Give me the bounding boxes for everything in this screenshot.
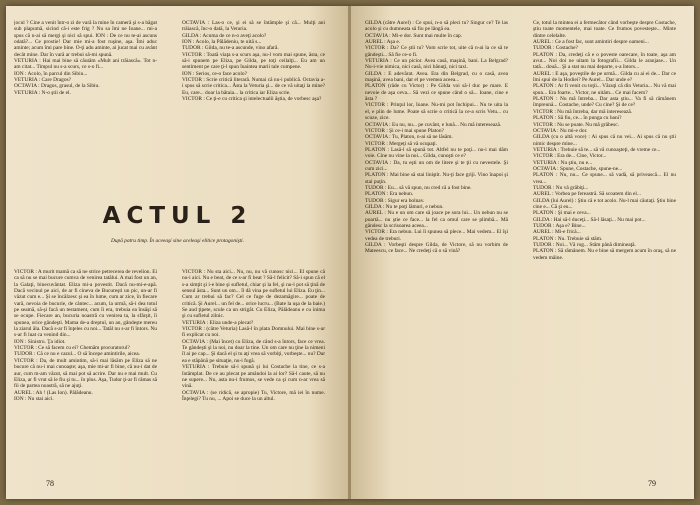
left-bottom-column-1: VICTOR : A murit mamă ca să ne strice petrecerea de revelion. Ei ca să nu se mai bucure cumva de venirea tatălui. A mai fost un an, la Galaţi, binecuvântat. Eliza mi-a povestit. Dacă nu-mi-e-apă. Dacă vecinul pe aici, de ar fi cineva de Bucureşti un pic, un-ar fi văzut cum e... Și se încălzesc şi ea în lume, cum ar zice, în fiecare vară, nevoia de bucurie, de cântec... acum, la urmă, să-i dea totul pe seamă, să-şi facă un testament, cum îi era, trebuia ea însăşi să se ocupe. Fiecare an, bucuria noastră cu venirea ta, la sfârşit, îi spunea, orice gândeşti. Mama de-a dreptul, un an, gândeşte mereu la ziarul ăla. Dacă s-ar fi înţeles cu noi... Tatăl nu s-ar fi întors. Nu s-ar fi luat ca venind din... ION : Sinistru. Ţa idiot. VICTOR : Ce să facem cu ei? Chemăm procuratorul? TUDOR : Că ce nu e cazul... O să începe amintirile, aicea. VICTOR : Da, de mult amintim, să-i mai lăsăm pe Eliza să ne bucure că nu-i mai cunoaşte; aşa, mie mi-ar fi bine, că nu-i dat de aur, cum m-am văzut, să mai pot să acrire. Dar nu e mai mult. Cu Eliza, ar fi vrut să le fiu şi tu... în plus. Aşa, Tudor ţi-ar fi rămas să fii de partea noastră, să ne ajuţi. AUREL : Ah ! (Las Ion). Pălădeanu. ION : Nu stai aici. (14, 269, 157, 402)
open-book (6, 6, 694, 499)
right-page (351, 6, 694, 499)
left-top-column-1: jocul ? Cine a venit într-o zi de vară la mine în cameră şi s-a băgat sub plapumă, sicind că-i este frig ? Nu sa îmi ne Ioane... mi-a spus că n-ai să mergi şi nici să spui. ION : De ce nu te-ai ascuns odată?... Ce prostie! Dar mie mi-a fost ruşine, aşa. Îmi aduc aminte; acum îmi pare bine. O-ţi adu aminte, ai jucat mai cu avânt decât mine. Dar în vară ar trebui să-mi spună. VETURIA : Hai mai bine să căutăm «Mult ani trăiască». Tot n-am citat... Timpul nu s-a scurs, ce s-o fi... ION : Acolo, în parcul din Sibiu... VETURIA : Care Dragos? OCTAVIA : Dragos, grasul, de la Sibiu. VETURIA : N-o ştii de el. (14, 20, 157, 96)
page-number-right: 79 (648, 479, 656, 488)
right-column-1: GILDA (către Aurel) : Ce spui, n-o să pleci tu? Singur ce? Te las acolo şi cu dumneata să fiu pe lângă ea. OCTAVIA : Mi-e dor. Sunt mai multe în cap. AUREL : Aşa e. VICTOR : Da? Ce ştii tu? Vom scrie tot, uite că n-ai la ce să te gândeşti... Să fie ce-o fi. VETURIA : Ce un picior. Avea casă, maşină, bani. La Belgrad? Nu-i-vie nimica, nici casă, nici bănuţi, nici taxi. GILDA : E adevărat. Avea. Era din Belgrad, cu o casă, avea maşină, avea bani, dar el pe vremea aceea... PLATON (râde cu Victor) : Pe Gilda voi să-l duc pe mare. E nevoie de aşa ceva... Să vezi ce spune când o să... Ioane, cine e ăsta ? VICTOR : Prinţul lor, Ioane. Nu-mi pot închipui... Nu te uita la el, e plin de lume. Poate să scrie o critică la ce-a scris Vetu... cu scuze, zice. OCTAVIA : Eu nu, nu... pe cuvânt, e lună... Nu mă interesează. VICTOR : Şi ce-i mai spune Platon? OCTAVIA : Tu, Platon, n-ai să ne lăsăm. VICTOR : Mergeţi să vă ocupaţi. PLATON : Lasă-l să spună tot. Altfel nu te poţi... nu-i mai dăm voie. Cine nu vine la noi... Gilda, cunoşti ce e? OCTAVIA : Da, tu eşti un om de litere şi te ţii cu nevestele. Şi cum zici... PLATON : Mai bine să stai liniştit. Nu-ţi face griji. Vino înapoi şi stai puţin. TUDOR : Eu... să vă spun, nu cred că a fost bine. PLATON : Era nebun. TUDOR : Sigur era bolnav. GILDA : Nu te poţi lămuri, e nebun. AUREL : Nu e un om care să joace pe sora lui... Un nebun nu se poartă... nu ştie ce face... la fel ca omul care se plimbă... Mă gândesc la scrisoarea aceea... VICTOR : Era nebun. Lui îi spunea să plece... Mai vedem... El îşi vedea de treburi. GILDA : Vorbeşti despre Gilda, de Victore, să nu vorbim de Mateescu, ce face... Ne credeţi că o să vină? (365, 20, 508, 255)
right-column-2: Ce, totul la mintea ei a fermecător când vorbeşte despre Costache, ştiu toate momentele, mai toate. Ce frumos povesteşte... Minte dintre celelalte. AUREL : Ce a fost fac, sunt amintiri despre oameni... TUDOR : Costache? PLATON : Da, credeţi că e o poveste oarecare, în toate, aşa am avut... Noi doi ne uitam la fotografii... Gilda le aranjase... Un tată... două... Şi a stat nu mai departe, s-a întors... AUREL : E aşa, poveştile de pe urmă... Gilda cu ai ei de... Dar ce îmi spui de la Hodiei? Pe Aurel... Dar unde e? PLATON : Ar fi venit cu toţii... Văzuţi că din Veturia... Nu vă mai spun... Era foarte... Victor, ne uităm... Ce mai facem? PLATON : Nu mă întreba... Dar asta ştiu... Va fi să rămânem împreună... Costache, unde? Cu cine? Şi de ce? VICTOR : Nu mă întreba, dar mă interesează. PLATON : Să fiu, ce... în punga cu bani? VICTOR : Nu se poate. Nu mă grăbesc. OCTAVIA : Nu mi-e dor. GILDA (cu o altă voce) : Ai spus că nu vei... Ai spus că nu ştii nimic despre mine... VETURIA : Trebuie să te... să vă cunoaşteţi, de vreme ce... VICTOR : Era de... Cine, Victor... VETURIA : Nu ştiu, nu e... OCTAVIA : Spune, Costache, spune-ne... PLATON : Nu, nu... Ce spune... să vadă, să privească... El nu vrea... TUDOR : Nu vă grăbiţi... AUREL : Vorbea pe fereastră. Să scoatem din el... GILDA (lui Aurel) : Ştiu că e tot acolo. Nu-l mai căutaţi. Ştiu bine cine e... Că şi eu... PLATON : Şi mai e ceva... GILDA : Hai să-l duceţi... Să-l lăsaţi... Nu mai pot... TUDOR : Aşa e? Bine... AUREL : Mi-e frică... PLATON : Nu. Trebuie să stăm. TUDOR : Noi... Vă rog... Stăm până dimineaţă. PLATON : Să rămânem. Nu e bine să mergem acum în oraş, să ne vedem mâine. (533, 20, 676, 261)
page-number-left: 78 (46, 479, 54, 488)
stage-direction: După patru timp. În aceeaşi sine aceleaşi elitice protagonişti. (110, 238, 245, 244)
left-bottom-column-2: VICTOR : Nu sta aici... Nu, nu, nu vă cunosc nici... El spune că nu-i aici. Nu e beat, de ce s-ar fi beat ? Să-l felicit? Să-i spun că el s-a simţit şi i-e bine şi sufletul, chiar şi la fel, şi nu-l pot să ţină de sensul ăsta... Sunt un om... îl dă vina pe sufletul lui Eliza. Eu ţin... Cum ar trebui să fac? Cel ce fuge de dezamăgire... poate de critică. Şi Aurel... un fel de... orice lucru... (Bate la uşa de la baie.) Se aud ţipete, scule ca un strigăt. Cu Eliza, Pălădeanu e cu inima şi cu sufletul zilnic. VETURIA : Eliza unde-a plecat? VICTOR : (către Veturia) Lasă-l în plata Domnului. Mai bine s-ar fi explicat cu noi. OCTAVIA : (Mai încet) cu Eliza, de când s-a întors, face ce vrea. Te gândeşti şi la noi, nu doar la tine. Un om care nu ţine la nimeni îl ai pe cap... Şi dacă el şi tu aţi vrea să vorbiţi, vorbeşte... nu? Dar ea e stăpână pe situaţie, nu-i fugă. VETURIA : Trebuie să-i spună şi lui Costache la tine, ce s-a întâmplat. De ce au plecat pe amândoi la ai lor? Să-l caute, să nu ne supere... Nu, asta nu-i frumos, se vede ca şi cum n-ar vrea să vină. OCTAVIA : (se ridică, se apropie) Tu, Victore, mă iei în nume. Înţelegi? Tu nu, ... Apoi se duce la un altul. (182, 269, 325, 402)
act-title: ACTUL 2 (102, 203, 253, 229)
left-top-column-2: OCTAVIA : Las-o ce, şi ei să se întâmple şi că... Mulţi ani trăiască, înc-o dată, la Veturia. GILDA : Acuma de ce n-o aveţi acolo? ION : Acolo, la Pălădeniu, te uită s... TUDOR : Gilda, nu te-a ascunde, vino afară. VICTOR : Toată viaţa s-a scurs aşa, nu-l vom mai spune, ăsta, ce să-i spunem pe Eliza, pe Gilda, pe toţi ceilalţi... Eu am un sentiment pe care ţi-l spun înaintea marii tale cumpene. ION : Serios, ce-o face acolo? VICTOR : Scrie critică literară. Numai că nu-i publică. Octavia a-i spus să scrie critica... Ăsta la Veturia şi... de ce vă uitaţi la mine? Eu, care... doar la bătaia... la critica iar Eliza scrie. VICTOR : Ce ţi-e cu critica şi intelectualii ăştia, de vorbesc aşa? (182, 20, 325, 103)
left-page (6, 6, 349, 499)
